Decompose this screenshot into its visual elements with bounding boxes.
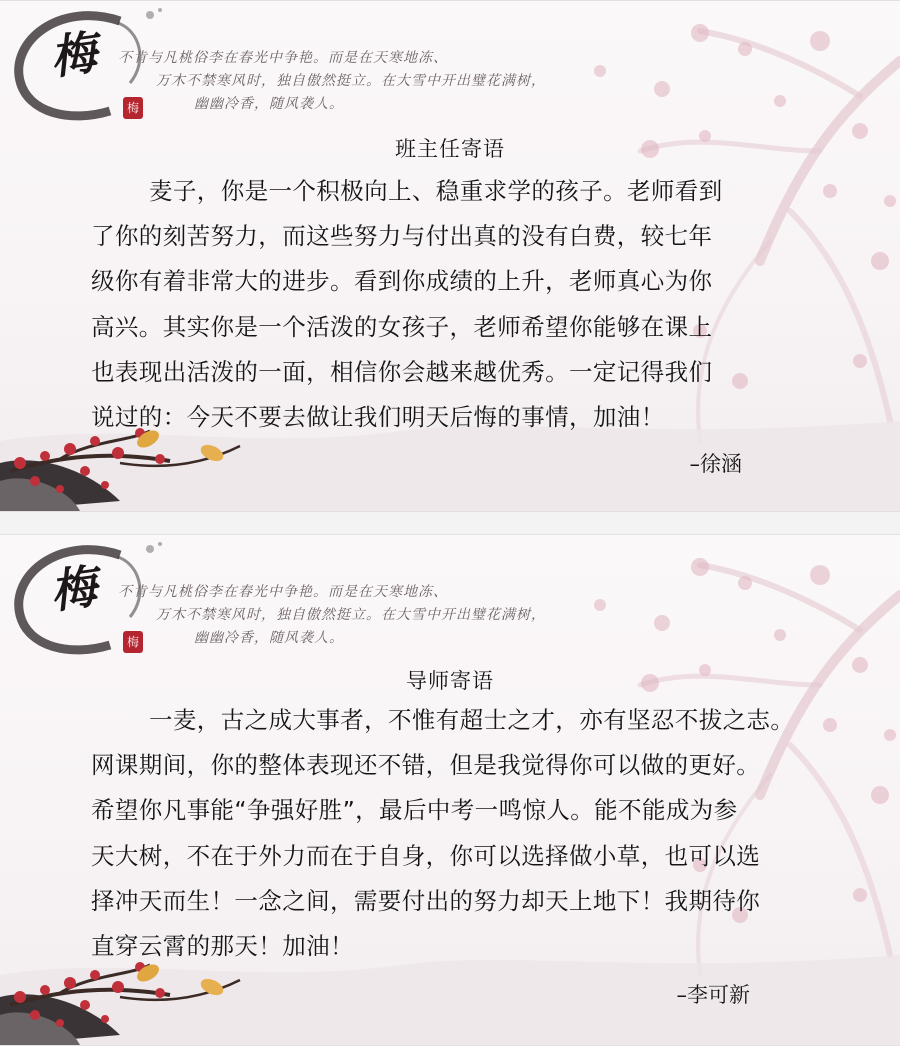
body-line: 了你的刻苦努力，而这些努力与付出真的没有白费，较七年 — [91, 222, 713, 251]
letter-body — [91, 698, 836, 969]
letter-card-class-teacher — [0, 0, 900, 512]
body-line: 麦子，你是一个积极向上、稳重求学的孩子。老师看到 — [149, 177, 723, 205]
plum-emblem-character: 梅 — [46, 559, 100, 619]
letter-title: 导师寄语 — [406, 669, 494, 693]
body-line: 天大树，不在于外力而在于自身，你可以选择做小草，也可以选 — [91, 841, 761, 870]
poem-line: 万木不禁寒风时，独自傲然挺立。在大雪中开出璧花满树， — [156, 73, 546, 89]
plum-emblem-character: 梅 — [46, 25, 100, 85]
body-line: 择冲天而生！一念之间，需要付出的努力却天上地下！我期待你 — [91, 886, 761, 915]
plum-poem-calligraphy — [118, 581, 638, 650]
poem-line: 万木不禁寒风时，独自傲然挺立。在大雪中开出璧花满树， — [156, 607, 546, 623]
poem-line: 不肯与凡桃俗李在春光中争艳。而是在天寒地冻、 — [118, 584, 448, 600]
body-line: 也表现出活泼的一面，相信你会越来越优秀。一定记得我们 — [91, 357, 713, 386]
letter-title: 班主任寄语 — [395, 137, 505, 161]
body-line: 级你有着非常大的进步。看到你成绩的上升，老师真心为你 — [91, 267, 713, 296]
signature: –徐涵 — [689, 452, 742, 476]
letter-body — [91, 169, 836, 440]
letter-card-mentor — [0, 534, 900, 1046]
body-line: 直穿云霄的那天！加油！ — [91, 932, 354, 961]
poem-line: 幽幽冷香，随风袭人。 — [194, 630, 344, 646]
poem-line: 不肯与凡桃俗李在春光中争艳。而是在天寒地冻、 — [118, 50, 448, 66]
body-line: 说过的：今天不要去做让我们明天后悔的事情，加油！ — [91, 403, 665, 432]
plum-poem-calligraphy — [118, 47, 638, 116]
body-line: 网课期间，你的整体表现还不错，但是我觉得你可以做的更好。 — [91, 751, 761, 780]
poem-line: 幽幽冷香，随风袭人。 — [194, 96, 344, 112]
signature: –李可新 — [676, 983, 750, 1007]
body-line: 希望你凡事能“争强好胜”，最后中考一鸣惊人。能不能成为参 — [91, 796, 738, 825]
red-seal-stamp: 梅 — [123, 631, 143, 653]
body-line: 高兴。其实你是一个活泼的女孩子，老师希望你能够在课上 — [91, 312, 713, 341]
body-line: 一麦，古之成大事者，不惟有超士之才，亦有坚忍不拔之志。 — [149, 706, 795, 734]
red-seal-stamp: 梅 — [123, 97, 143, 119]
